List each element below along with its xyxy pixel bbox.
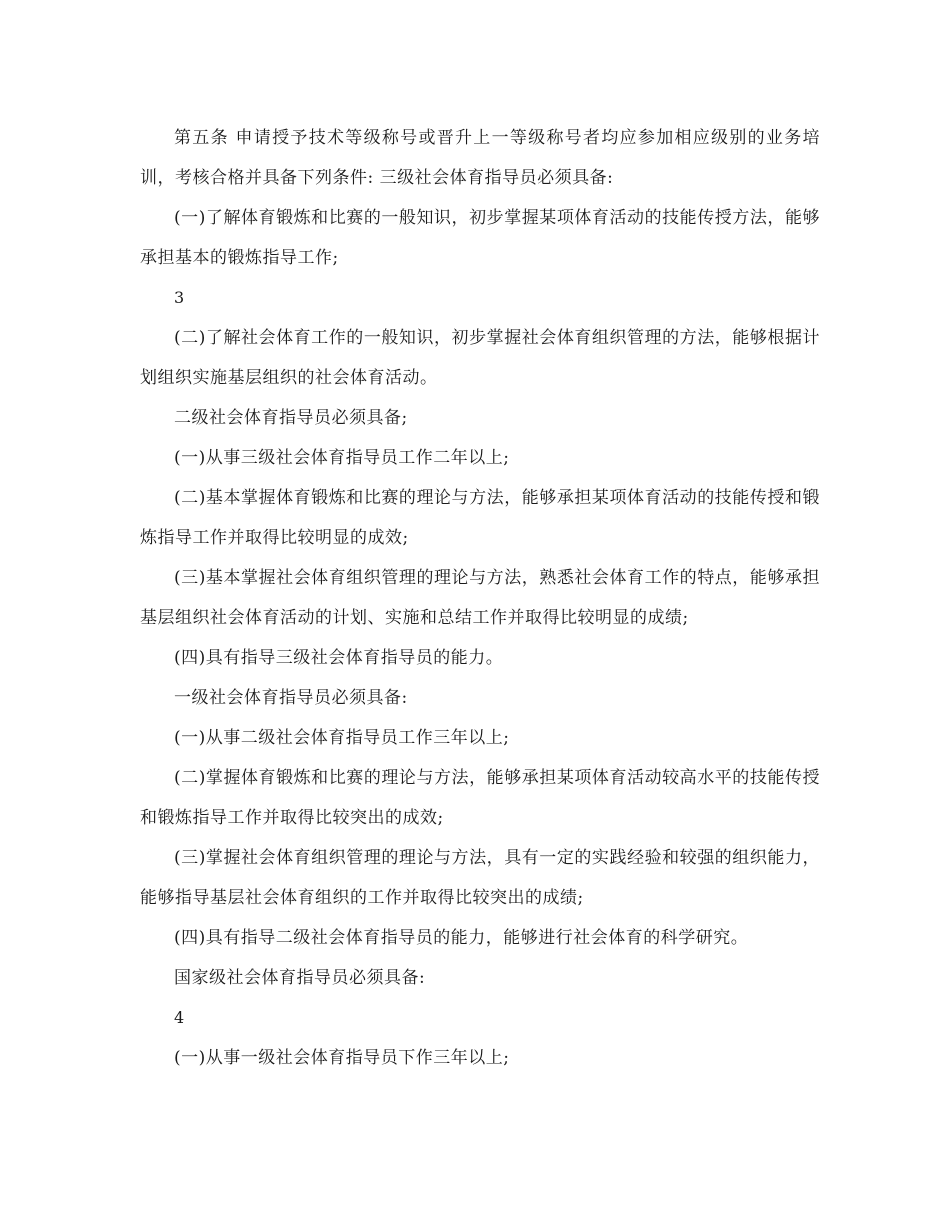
level1-item-3: (三)掌握社会体育组织管理的理论与方法，具有一定的实践经验和较强的组织能力，能够指导基层社会体育组织的工作并取得比较突出的成绩; [140, 848, 820, 908]
national-level-heading: 国家级社会体育指导员必须具备: [174, 968, 426, 988]
level1-heading: 一级社会体育指导员必须具备: [174, 688, 408, 708]
level1-item-4: (四)具有指导二级社会体育指导员的能力，能够进行社会体育的科学研究。 [174, 928, 749, 948]
level2-heading: 二级社会体育指导员必须具备; [174, 408, 408, 428]
level1-item-2: (二)掌握体育锻炼和比赛的理论与方法，能够承担某项体育活动较高水平的技能传授和锻炼指导工作并取得比较突出的成效; [140, 768, 820, 828]
page-number: 3 [174, 288, 185, 307]
document-body [140, 118, 820, 1078]
level3-item-1: (一)了解体育锻炼和比赛的一般知识，初步掌握某项体育活动的技能传授方法，能够承担基本的锻炼指导工作; [140, 208, 820, 268]
level2-item-4: (四)具有指导三级社会体育指导员的能力。 [174, 648, 504, 668]
level1-item-1: (一)从事二级社会体育指导员工作三年以上; [174, 728, 510, 748]
page-number: 4 [174, 1008, 185, 1027]
article-5-intro: 第五条 申请授予技术等级称号或晋升上一等级称号者均应参加相应级别的业务培训，考核合格并具备下列条件: 三级社会体育指导员必须具备: [140, 128, 820, 188]
level2-item-1: (一)从事三级社会体育指导员工作二年以上; [174, 448, 510, 468]
level3-item-2: (二)了解社会体育工作的一般知识，初步掌握社会体育组织管理的方法，能够根据计划组织实施基层组织的社会体育活动。 [140, 328, 820, 388]
level2-item-2: (二)基本掌握体育锻炼和比赛的理论与方法，能够承担某项体育活动的技能传授和锻炼指导工作并取得比较明显的成效; [140, 488, 820, 548]
level2-item-3: (三)基本掌握社会体育组织管理的理论与方法，熟悉社会体育工作的特点，能够承担基层组织社会体育活动的计划、实施和总结工作并取得比较明显的成绩; [140, 568, 820, 628]
national-level-item-1: (一)从事一级社会体育指导员下作三年以上; [174, 1048, 510, 1068]
